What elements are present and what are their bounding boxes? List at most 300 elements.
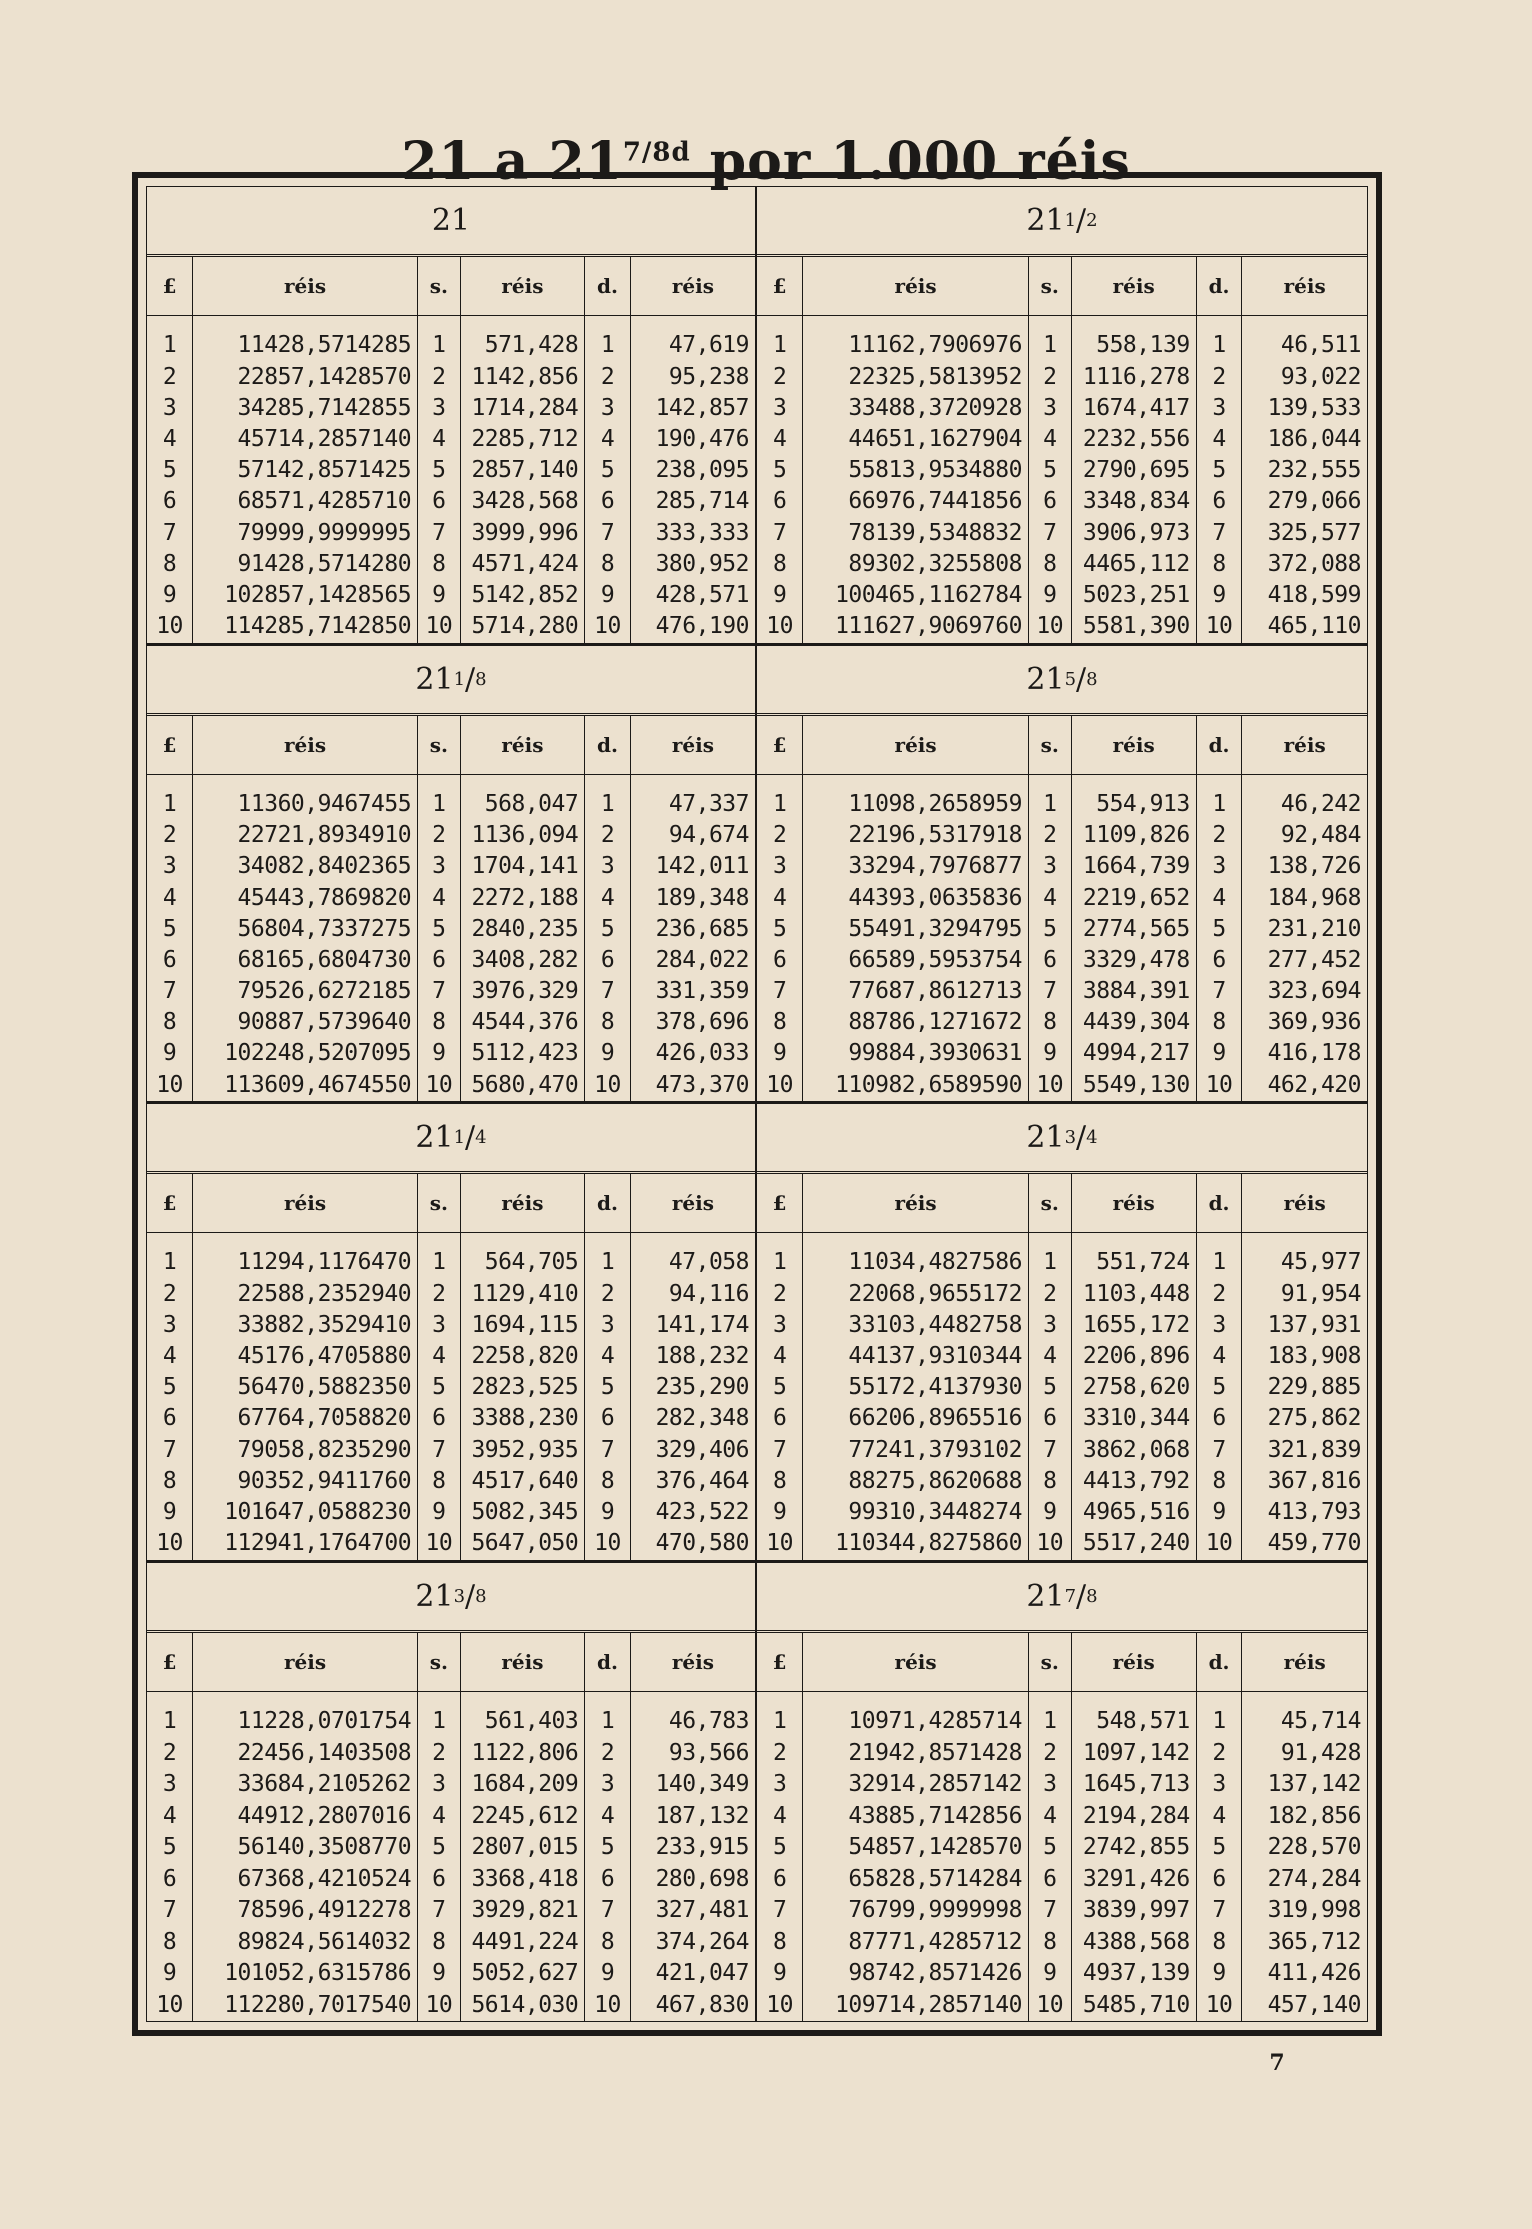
reis-value-cell: 2807,015 — [460, 1832, 585, 1863]
reis-value-cell: 32914,2857142 — [803, 1769, 1029, 1800]
quantity-cell: 1 — [418, 316, 461, 362]
quantity-cell: 10 — [1028, 1070, 1071, 1101]
reis-value-cell: 378,696 — [655, 1009, 749, 1036]
column-header: réis — [1071, 257, 1196, 316]
reis-value-cell: 90352,9411760 — [193, 1466, 418, 1497]
quantity-cell: 9 — [418, 1958, 461, 1989]
reis-value-cell: 94,674 — [668, 822, 749, 849]
reis-value-cell: 1116,278 — [1071, 362, 1196, 393]
quantity-cell: 4 — [1028, 883, 1071, 914]
table-row — [147, 316, 755, 362]
reis-value-cell: 1645,713 — [1071, 1769, 1196, 1800]
reis-value-cell: 11360,9467455 — [193, 774, 418, 820]
reis-value-cell: 3839,997 — [1071, 1895, 1196, 1926]
table-row — [757, 1341, 1367, 1372]
quantity-cell: 3 — [147, 393, 193, 424]
reis-value-cell: 3368,418 — [460, 1864, 585, 1895]
column-header: réis — [630, 1174, 755, 1233]
reis-value-cell: 323,694 — [1267, 978, 1361, 1005]
table-row — [147, 1990, 755, 2021]
quantity-cell: 7 — [1028, 976, 1071, 1007]
reis-value-cell: 426,033 — [655, 1040, 749, 1067]
reis-value-cell: 54857,1428570 — [803, 1832, 1029, 1863]
table-header-row — [147, 257, 755, 316]
quantity-cell: 10 — [1028, 1528, 1071, 1559]
rate-fraction-denominator: 4 — [475, 1127, 487, 1148]
quantity-cell: 5 — [147, 1832, 193, 1863]
reis-value-cell: 2272,188 — [460, 883, 585, 914]
reis-value-cell: 5714,280 — [460, 611, 585, 642]
quantity-cell: 10 — [1196, 1528, 1242, 1559]
reis-value-cell: 188,232 — [655, 1343, 749, 1370]
column-header: £ — [757, 1174, 803, 1233]
reis-value-cell: 101647,0588230 — [193, 1497, 418, 1528]
reis-value-cell: 465,110 — [1267, 613, 1361, 640]
quantity-cell: 6 — [585, 1864, 631, 1895]
quantity-cell: 9 — [418, 1039, 461, 1070]
reis-value-cell: 22857,1428570 — [193, 362, 418, 393]
quantity-cell: 9 — [757, 1958, 803, 1989]
quantity-cell: 9 — [1028, 1039, 1071, 1070]
quantity-cell: 1 — [1196, 1691, 1242, 1738]
table-row — [147, 1769, 755, 1800]
column-header: réis — [193, 716, 418, 775]
quantity-cell: 1 — [757, 774, 803, 820]
conversion-table — [147, 1174, 755, 1560]
quantity-cell: 5 — [418, 1832, 461, 1863]
table-row — [757, 580, 1367, 611]
column-header: réis — [1242, 1174, 1367, 1233]
block-rate-title — [757, 646, 1367, 716]
reis-value-cell: 55491,3294795 — [803, 914, 1029, 945]
reis-value-cell: 33488,3720928 — [803, 393, 1029, 424]
table-row — [147, 820, 755, 851]
table-row — [757, 1832, 1367, 1863]
reis-value-cell: 99310,3448274 — [803, 1497, 1029, 1528]
reis-value-cell: 65828,5714284 — [803, 1864, 1029, 1895]
reis-value-cell: 282,348 — [655, 1405, 749, 1432]
reis-value-cell: 3348,834 — [1071, 487, 1196, 518]
conversion-table — [757, 1633, 1367, 2022]
table-row — [757, 362, 1367, 393]
reis-value-cell: 11428,5714285 — [193, 316, 418, 362]
reis-value-cell: 101052,6315786 — [193, 1958, 418, 1989]
reis-value-cell: 418,599 — [1267, 581, 1361, 608]
quantity-cell: 9 — [757, 1039, 803, 1070]
reis-value-cell: 380,952 — [655, 550, 749, 577]
quantity-cell: 10 — [418, 1990, 461, 2021]
quantity-cell: 4 — [418, 1341, 461, 1372]
title-prefix: 21 a 21 — [401, 130, 623, 192]
reis-value-cell: 34285,7142855 — [193, 393, 418, 424]
rate-fraction-numerator: 1 — [453, 1127, 466, 1148]
reis-value-cell: 112941,1764700 — [193, 1528, 418, 1559]
quantity-cell: 6 — [1028, 487, 1071, 518]
quantity-cell: 7 — [1196, 1435, 1242, 1466]
quantity-cell: 3 — [418, 852, 461, 883]
reis-value-cell: 2206,896 — [1071, 1341, 1196, 1372]
table-row — [757, 914, 1367, 945]
reis-value-cell: 3906,973 — [1071, 518, 1196, 549]
reis-value-cell: 1122,806 — [460, 1738, 585, 1769]
quantity-cell: 6 — [418, 487, 461, 518]
quantity-cell: 6 — [418, 945, 461, 976]
reis-value-cell: 183,908 — [1267, 1343, 1361, 1370]
reis-value-cell: 45,977 — [1280, 1249, 1361, 1276]
quantity-cell: 3 — [418, 1769, 461, 1800]
column-header: s. — [1028, 257, 1071, 316]
reis-value-cell: 551,724 — [1071, 1233, 1196, 1279]
reis-value-cell: 77241,3793102 — [803, 1435, 1029, 1466]
table-row — [757, 1435, 1367, 1466]
reis-value-cell: 5112,423 — [460, 1039, 585, 1070]
quantity-cell: 3 — [1028, 1310, 1071, 1341]
title-pence-mark: d — [671, 137, 691, 168]
reis-value-cell: 47,619 — [668, 332, 749, 359]
reis-value-cell: 5517,240 — [1071, 1528, 1196, 1559]
quantity-cell: 6 — [757, 487, 803, 518]
table-row — [147, 362, 755, 393]
reis-value-cell: 333,333 — [655, 519, 749, 546]
reis-value-cell: 228,570 — [1267, 1834, 1361, 1861]
quantity-cell: 2 — [757, 1279, 803, 1310]
reis-value-cell: 231,210 — [1267, 915, 1361, 942]
rate-fraction-numerator: 1 — [1064, 210, 1077, 231]
page-number: 7 — [1269, 2050, 1285, 2076]
quantity-cell: 6 — [1196, 1404, 1242, 1435]
quantity-cell: 2 — [418, 1279, 461, 1310]
reis-value-cell: 4965,516 — [1071, 1497, 1196, 1528]
quantity-cell: 4 — [1196, 883, 1242, 914]
quantity-cell: 4 — [147, 1341, 193, 1372]
reis-value-cell: 68571,4285710 — [193, 487, 418, 518]
reis-value-cell: 79526,6272185 — [193, 976, 418, 1007]
conversion-table — [147, 716, 755, 1102]
reis-value-cell: 411,426 — [1267, 1960, 1361, 1987]
reis-value-cell: 3428,568 — [460, 487, 585, 518]
reis-value-cell: 367,816 — [1267, 1467, 1361, 1494]
table-row — [757, 1039, 1367, 1070]
reis-value-cell: 369,936 — [1267, 1009, 1361, 1036]
quantity-cell: 4 — [147, 883, 193, 914]
rate-fraction-denominator: 8 — [1086, 668, 1098, 690]
rate-fraction-slash: / — [465, 1120, 476, 1155]
reis-value-cell: 34082,8402365 — [193, 852, 418, 883]
quantity-cell: 6 — [1028, 1404, 1071, 1435]
reis-value-cell: 548,571 — [1071, 1691, 1196, 1738]
column-header: réis — [193, 257, 418, 316]
quantity-cell: 10 — [1028, 1990, 1071, 2021]
quantity-cell: 5 — [1028, 914, 1071, 945]
quantity-cell: 2 — [1028, 820, 1071, 851]
table-row — [757, 1279, 1367, 1310]
quantity-cell: 3 — [757, 852, 803, 883]
reis-value-cell: 93,566 — [668, 1739, 749, 1766]
quantity-cell: 1 — [757, 1233, 803, 1279]
column-header: d. — [1196, 1633, 1242, 1692]
quantity-cell: 8 — [585, 549, 631, 580]
table-row — [147, 487, 755, 518]
rate-block — [147, 1563, 757, 2022]
rate-whole: 21 — [1026, 203, 1065, 238]
reis-value-cell: 57142,8571425 — [193, 455, 418, 486]
table-row — [147, 424, 755, 455]
quantity-cell: 4 — [418, 424, 461, 455]
reis-value-cell: 22325,5813952 — [803, 362, 1029, 393]
reis-value-cell: 558,139 — [1071, 316, 1196, 362]
reis-value-cell: 44651,1627904 — [803, 424, 1029, 455]
quantity-cell: 8 — [1028, 1927, 1071, 1958]
table-row — [757, 945, 1367, 976]
reis-value-cell: 329,406 — [655, 1436, 749, 1463]
reis-value-cell: 22068,9655172 — [803, 1279, 1029, 1310]
quantity-cell: 7 — [418, 1435, 461, 1466]
column-header: réis — [630, 716, 755, 775]
quantity-cell: 6 — [147, 1404, 193, 1435]
reis-value-cell: 89824,5614032 — [193, 1927, 418, 1958]
quantity-cell: 3 — [147, 1310, 193, 1341]
quantity-cell: 3 — [147, 1769, 193, 1800]
quantity-cell: 8 — [147, 549, 193, 580]
quantity-cell: 7 — [147, 976, 193, 1007]
reis-value-cell: 5485,710 — [1071, 1990, 1196, 2021]
quantity-cell: 7 — [585, 1895, 631, 1926]
table-row — [757, 976, 1367, 1007]
quantity-cell: 4 — [585, 1341, 631, 1372]
reis-value-cell: 92,484 — [1280, 822, 1361, 849]
conversion-table — [757, 257, 1367, 643]
reis-value-cell: 11162,7906976 — [803, 316, 1029, 362]
table-row — [147, 1070, 755, 1101]
reis-value-cell: 95,238 — [668, 363, 749, 390]
quantity-cell: 5 — [757, 1832, 803, 1863]
quantity-cell: 9 — [1028, 1958, 1071, 1989]
rate-block — [757, 646, 1367, 1105]
reis-value-cell: 571,428 — [460, 316, 585, 362]
reis-value-cell: 182,856 — [1267, 1802, 1361, 1829]
reis-value-cell: 93,022 — [1280, 363, 1361, 390]
table-row — [147, 1832, 755, 1863]
rate-fraction-numerator: 3 — [453, 1585, 466, 1607]
column-header: réis — [1071, 716, 1196, 775]
reis-value-cell: 94,116 — [668, 1280, 749, 1307]
quantity-cell: 7 — [147, 1895, 193, 1926]
column-header: £ — [147, 716, 193, 775]
reis-value-cell: 2285,712 — [460, 424, 585, 455]
quantity-cell: 8 — [757, 1007, 803, 1038]
rate-fraction-denominator: 4 — [1086, 1127, 1098, 1148]
quantity-cell: 5 — [757, 914, 803, 945]
table-row — [757, 393, 1367, 424]
rate-block — [147, 646, 757, 1105]
quantity-cell: 1 — [1028, 316, 1071, 362]
quantity-cell: 10 — [418, 1070, 461, 1101]
reis-value-cell: 138,726 — [1267, 853, 1361, 880]
table-row — [147, 1958, 755, 1989]
reis-value-cell: 1684,209 — [460, 1769, 585, 1800]
quantity-cell: 1 — [147, 316, 193, 362]
quantity-cell: 3 — [757, 1769, 803, 1800]
table-row — [147, 945, 755, 976]
table-row — [757, 455, 1367, 486]
reis-value-cell: 1109,826 — [1071, 820, 1196, 851]
quantity-cell: 3 — [585, 393, 631, 424]
quantity-cell: 8 — [147, 1927, 193, 1958]
reis-value-cell: 3929,821 — [460, 1895, 585, 1926]
quantity-cell: 7 — [1196, 518, 1242, 549]
quantity-cell: 6 — [1028, 945, 1071, 976]
table-row — [147, 1864, 755, 1895]
reis-value-cell: 11294,1176470 — [193, 1233, 418, 1279]
table-row — [147, 1738, 755, 1769]
table-row — [757, 1691, 1367, 1738]
reis-value-cell: 5052,627 — [460, 1958, 585, 1989]
reis-value-cell: 11098,2658959 — [803, 774, 1029, 820]
table-row — [147, 1007, 755, 1038]
reis-value-cell: 3884,391 — [1071, 976, 1196, 1007]
table-row — [147, 1233, 755, 1279]
table-row — [757, 1372, 1367, 1403]
table-row — [757, 852, 1367, 883]
column-header: s. — [1028, 1633, 1071, 1692]
quantity-cell: 3 — [585, 852, 631, 883]
reis-value-cell: 1694,115 — [460, 1310, 585, 1341]
quantity-cell: 5 — [585, 914, 631, 945]
reis-value-cell: 186,044 — [1267, 426, 1361, 453]
reis-value-cell: 554,913 — [1071, 774, 1196, 820]
rate-fraction-numerator: 3 — [1064, 1127, 1077, 1148]
reis-value-cell: 1655,172 — [1071, 1310, 1196, 1341]
reis-value-cell: 365,712 — [1267, 1928, 1361, 1955]
rate-grid — [146, 186, 1368, 2022]
quantity-cell: 1 — [1196, 774, 1242, 820]
table-row — [147, 518, 755, 549]
reis-value-cell: 321,839 — [1267, 1436, 1361, 1463]
column-header: réis — [803, 1633, 1029, 1692]
reis-value-cell: 275,862 — [1267, 1405, 1361, 1432]
reis-value-cell: 46,242 — [1280, 790, 1361, 817]
table-row — [757, 1895, 1367, 1926]
block-rate-title — [147, 1563, 755, 1633]
reis-value-cell: 110344,8275860 — [803, 1528, 1029, 1559]
quantity-cell: 10 — [585, 1070, 631, 1101]
reis-value-cell: 56140,3508770 — [193, 1832, 418, 1863]
column-header: réis — [1071, 1633, 1196, 1692]
reis-value-cell: 2857,140 — [460, 455, 585, 486]
reis-value-cell: 76799,9999998 — [803, 1895, 1029, 1926]
table-row — [147, 1466, 755, 1497]
reis-value-cell: 459,770 — [1267, 1530, 1361, 1557]
quantity-cell: 9 — [418, 1497, 461, 1528]
quantity-cell: 1 — [1028, 1691, 1071, 1738]
reis-value-cell: 5023,251 — [1071, 580, 1196, 611]
quantity-cell: 4 — [1196, 1801, 1242, 1832]
quantity-cell: 6 — [585, 945, 631, 976]
column-header: réis — [460, 1174, 585, 1233]
quantity-cell: 4 — [1028, 1341, 1071, 1372]
column-header: £ — [147, 1633, 193, 1692]
quantity-cell: 10 — [585, 611, 631, 642]
quantity-cell: 1 — [1028, 774, 1071, 820]
reis-value-cell: 5581,390 — [1071, 611, 1196, 642]
reis-value-cell: 5647,050 — [460, 1528, 585, 1559]
rate-whole: 21 — [431, 203, 471, 238]
reis-value-cell: 112280,7017540 — [193, 1990, 418, 2021]
quantity-cell: 1 — [757, 1691, 803, 1738]
quantity-cell: 7 — [757, 976, 803, 1007]
quantity-cell: 1 — [585, 1233, 631, 1279]
conversion-table — [147, 257, 755, 643]
quantity-cell: 9 — [585, 580, 631, 611]
reis-value-cell: 141,174 — [655, 1311, 749, 1338]
quantity-cell: 1 — [585, 1691, 631, 1738]
block-rate-title — [757, 1104, 1367, 1174]
quantity-cell: 5 — [757, 455, 803, 486]
reis-value-cell: 4388,568 — [1071, 1927, 1196, 1958]
reis-value-cell: 284,022 — [655, 946, 749, 973]
column-header: réis — [1242, 716, 1367, 775]
reis-value-cell: 22588,2352940 — [193, 1279, 418, 1310]
reis-value-cell: 3976,329 — [460, 976, 585, 1007]
reis-value-cell: 3999,996 — [460, 518, 585, 549]
reis-value-cell: 2823,525 — [460, 1372, 585, 1403]
quantity-cell: 3 — [1196, 1310, 1242, 1341]
reis-value-cell: 77687,8612713 — [803, 976, 1029, 1007]
column-header: réis — [193, 1633, 418, 1692]
table-row — [147, 1927, 755, 1958]
table-row — [147, 393, 755, 424]
column-header: £ — [757, 257, 803, 316]
quantity-cell: 8 — [147, 1466, 193, 1497]
table-header-row — [147, 1633, 755, 1692]
table-row — [147, 1497, 755, 1528]
quantity-cell: 7 — [1028, 1895, 1071, 1926]
table-row — [147, 580, 755, 611]
quantity-cell: 5 — [585, 1832, 631, 1863]
reis-value-cell: 5082,345 — [460, 1497, 585, 1528]
reis-value-cell: 56470,5882350 — [193, 1372, 418, 1403]
reis-value-cell: 45176,4705880 — [193, 1341, 418, 1372]
quantity-cell: 6 — [585, 487, 631, 518]
rate-fraction-numerator: 7 — [1064, 1585, 1077, 1607]
quantity-cell: 5 — [418, 1372, 461, 1403]
quantity-cell: 5 — [418, 914, 461, 945]
reis-value-cell: 142,011 — [655, 853, 749, 880]
column-header: réis — [630, 1633, 755, 1692]
table-header-row — [757, 1174, 1367, 1233]
quantity-cell: 4 — [757, 883, 803, 914]
reis-value-cell: 44393,0635836 — [803, 883, 1029, 914]
reis-value-cell: 2232,556 — [1071, 424, 1196, 455]
rate-fraction-denominator: 2 — [1086, 210, 1098, 231]
reis-value-cell: 1136,094 — [460, 820, 585, 851]
quantity-cell: 10 — [1196, 611, 1242, 642]
table-row — [757, 1310, 1367, 1341]
reis-value-cell: 4937,139 — [1071, 1958, 1196, 1989]
quantity-cell: 4 — [757, 424, 803, 455]
quantity-cell: 9 — [585, 1958, 631, 1989]
quantity-cell: 5 — [585, 455, 631, 486]
quantity-cell: 7 — [585, 518, 631, 549]
column-header: s. — [1028, 716, 1071, 775]
quantity-cell: 10 — [585, 1990, 631, 2021]
conversion-table — [757, 1174, 1367, 1560]
table-header-row — [757, 257, 1367, 316]
table-row — [757, 1864, 1367, 1895]
reis-value-cell: 79058,8235290 — [193, 1435, 418, 1466]
quantity-cell: 7 — [418, 518, 461, 549]
conversion-table — [147, 1633, 755, 2022]
